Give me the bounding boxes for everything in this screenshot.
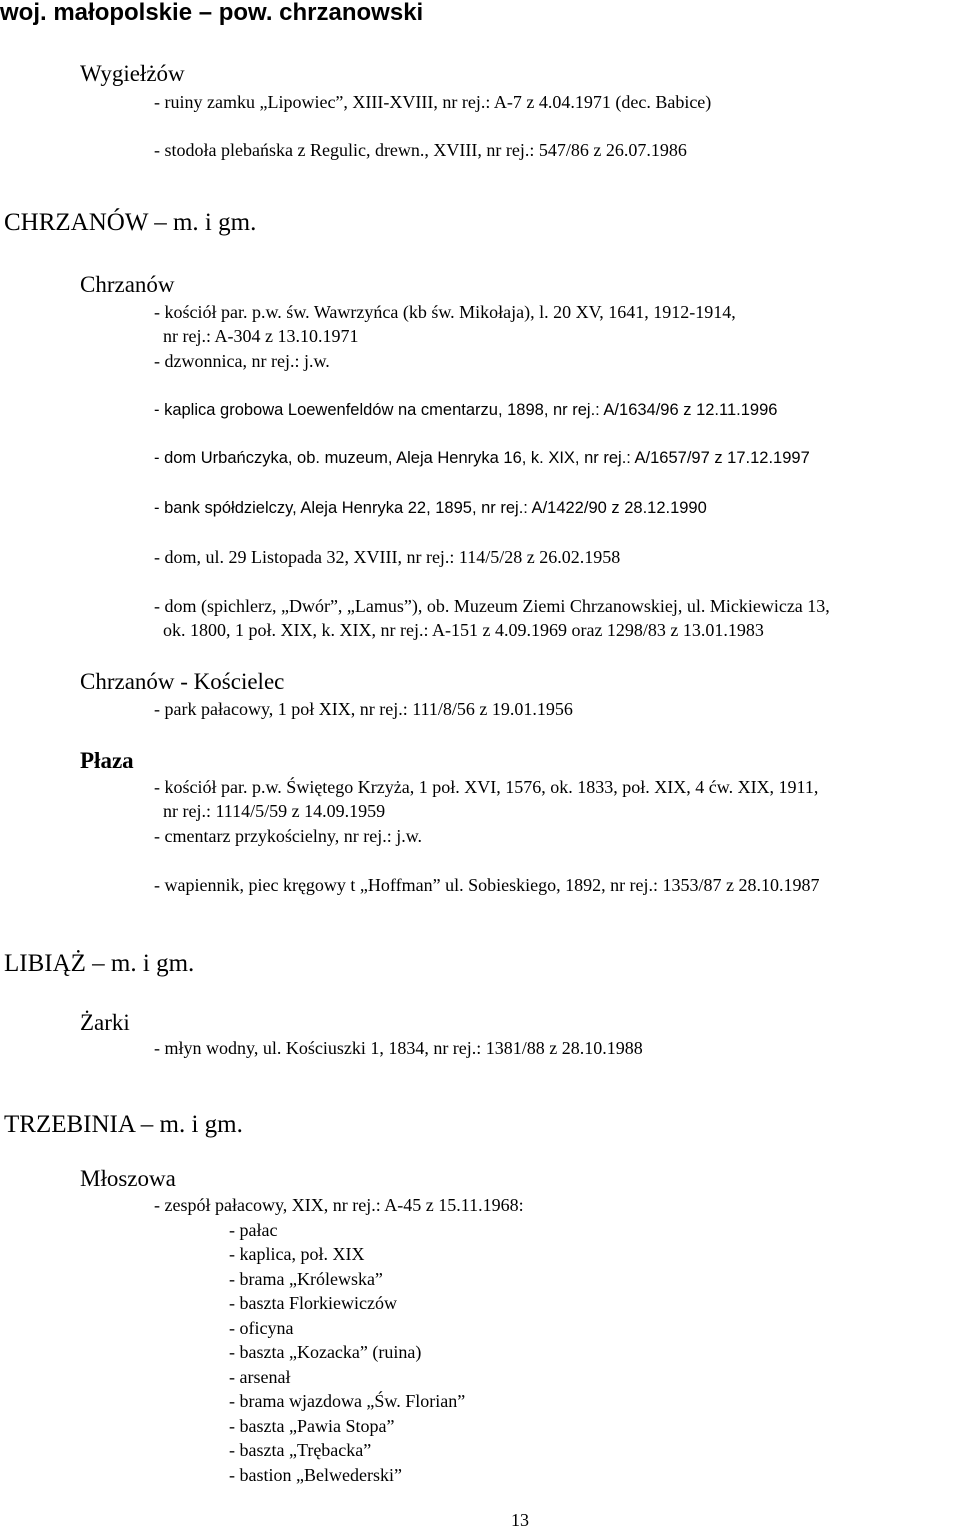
location-heading-mloszowa: Młoszowa [80, 1166, 176, 1191]
sub-list-item: - arsenał [229, 1367, 291, 1387]
list-item: - dzwonnica, nr rej.: j.w. [154, 351, 330, 371]
sub-list-item: - brama wjazdowa „Św. Florian” [229, 1391, 466, 1411]
list-item: - dom, ul. 29 Listopada 32, XVIII, nr rej.: 114/5/28 z 26.02.1958 [154, 547, 621, 567]
location-heading-chrzanow: Chrzanów [80, 272, 175, 297]
sub-list-item: - baszta „Trębacka” [229, 1440, 372, 1460]
sub-list-item: - bastion „Belwederski” [229, 1465, 402, 1485]
location-heading-koscielec: Chrzanów - Kościelec [80, 669, 285, 694]
page-number: 13 [511, 1510, 529, 1530]
list-item: - kościół par. p.w. św. Wawrzyńca (kb św. Mikołaja), l. 20 XV, 1641, 1912-1914, [154, 302, 736, 322]
county-heading-libiaz: LIBIĄŻ – m. i gm. [4, 950, 195, 977]
list-item: - bank spółdzielczy, Aleja Henryka 22, 1895, nr rej.: A/1422/90 z 28.12.1990 [154, 499, 707, 517]
list-item: - cmentarz przykościelny, nr rej.: j.w. [154, 826, 423, 846]
sub-list-item: - baszta „Kozacka” (ruina) [229, 1342, 422, 1362]
sub-list-item: - brama „Królewska” [229, 1269, 383, 1289]
sub-list-item: - pałac [229, 1220, 278, 1240]
page-title: woj. małopolskie – pow. chrzanowski [0, 0, 424, 26]
list-item: nr rej.: A-304 z 13.10.1971 [154, 326, 359, 346]
sub-list-item: - oficyna [229, 1318, 294, 1338]
sub-list-item: - baszta Florkiewiczów [229, 1293, 397, 1313]
location-heading-zarki: Żarki [80, 1010, 130, 1035]
list-item: - kaplica grobowa Loewenfeldów na cmentarzu, 1898, nr rej.: A/1634/96 z 12.11.1996 [154, 401, 778, 419]
sub-list-item: - kaplica, poł. XIX [229, 1244, 365, 1264]
list-item: - zespół pałacowy, XIX, nr rej.: A-45 z 15.11.1968: [154, 1195, 524, 1215]
list-item: - park pałacowy, 1 poł XIX, nr rej.: 111/8/56 z 19.01.1956 [154, 699, 573, 719]
list-item: - kościół par. p.w. Świętego Krzyża, 1 poł. XVI, 1576, ok. 1833, poł. XIX, 4 ćw. XIX, 1911, [154, 777, 819, 797]
list-item: - ruiny zamku „Lipowiec”, XIII-XVIII, nr rej.: A-7 z 4.04.1971 (dec. Babice) [154, 92, 712, 112]
county-heading-trzebinia: TRZEBINIA – m. i gm. [4, 1111, 243, 1138]
location-heading-plaza: Płaza [80, 748, 134, 773]
list-item: - dom Urbańczyka, ob. muzeum, Aleja Henryka 16, k. XIX, nr rej.: A/1657/97 z 17.12.1997 [154, 449, 810, 467]
list-item: - dom (spichlerz, „Dwór”, „Lamus”), ob. Muzeum Ziemi Chrzanowskiej, ul. Mickiewicza 13, [154, 596, 830, 616]
list-item: nr rej.: 1114/5/59 z 14.09.1959 [154, 801, 386, 821]
list-item: - wapiennik, piec kręgowy t „Hoffman” ul. Sobieskiego, 1892, nr rej.: 1353/87 z 28.10.1987 [154, 875, 820, 895]
list-item: - stodoła plebańska z Regulic, drewn., XVIII, nr rej.: 547/86 z 26.07.1986 [154, 140, 687, 160]
list-item: ok. 1800, 1 poł. XIX, k. XIX, nr rej.: A-151 z 4.09.1969 oraz 1298/83 z 13.01.1983 [154, 620, 764, 640]
county-heading-chrzanow: CHRZANÓW – m. i gm. [4, 209, 257, 236]
list-item: - młyn wodny, ul. Kościuszki 1, 1834, nr rej.: 1381/88 z 28.10.1988 [154, 1038, 643, 1058]
sub-list-item: - baszta „Pawia Stopa” [229, 1416, 395, 1436]
location-heading-wygielzow: Wygiełżów [80, 61, 185, 86]
